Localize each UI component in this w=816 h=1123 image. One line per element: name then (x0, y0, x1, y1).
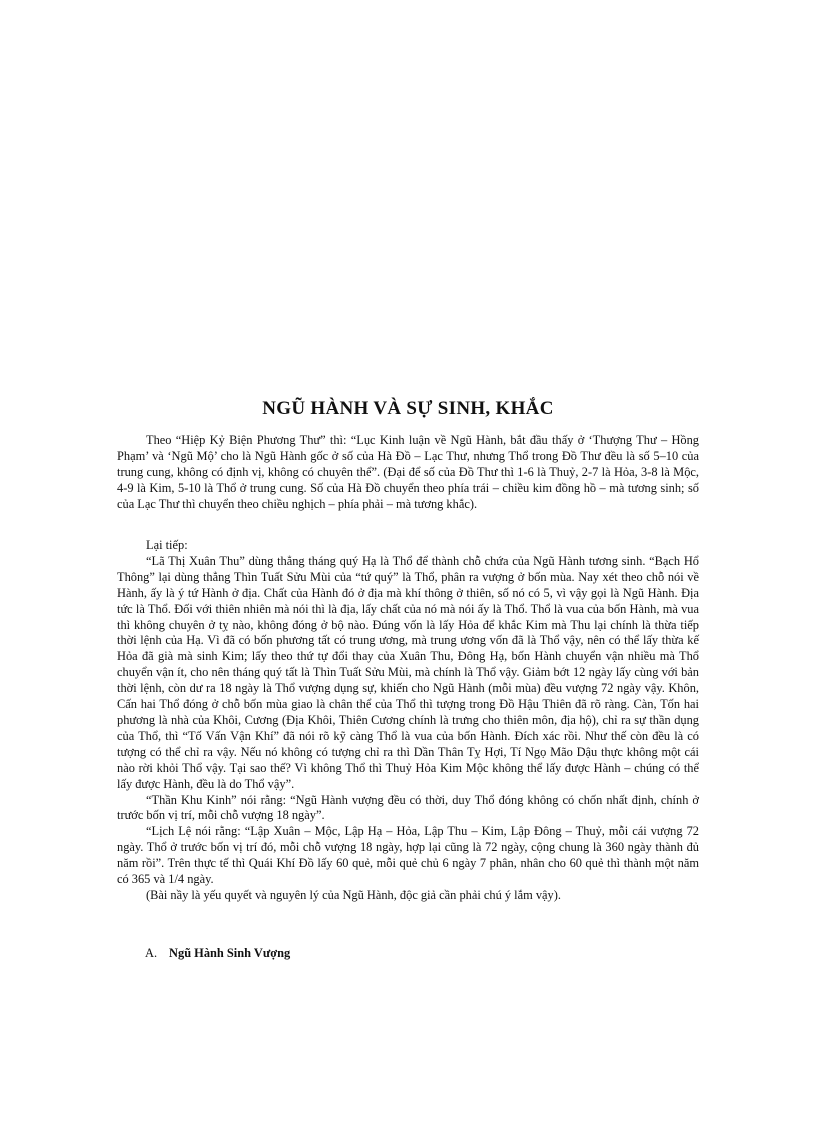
paragraph-lich-le: “Lịch Lệ nói rằng: “Lập Xuân – Mộc, Lập Hạ – Hỏa, Lập Thu – Kim, Lập Đông – Thuỷ, mỗi cái vượng 72 ngày. Thổ ở trước bốn vị trí đó, mỗi chỗ vượng 18 ngày, hợp lại cũng là 72 ngày, cộng chung là 360 ngày thành đủ năm rồi”. Trên thực tế thì Quái Khí Đồ lấy 60 quẻ, mỗi quẻ chủ 6 ngày 7 phân, nhân cho 60 quẻ thì thành một năm có 365 và 1/4 ngày. (117, 824, 699, 887)
paragraph-than-khu-kinh: “Thần Khu Kinh” nói rằng: “Ngũ Hành vượng đều có thời, duy Thổ đóng không có chốn nhất định, chính ở trước bốn vị trí, mỗi chỗ vượng 18 ngày”. (117, 792, 699, 823)
intro-section (117, 433, 699, 513)
paragraph-note: (Bài nầy là yếu quyết và nguyên lý của Ngũ Hành, độc giả cần phải chú ý lắm vậy). (146, 887, 561, 902)
paragraph-lai-tiep: Lại tiếp: (146, 538, 188, 552)
page-title: NGŨ HÀNH VÀ SỰ SINH, KHẮC (262, 398, 554, 419)
main-section (117, 538, 699, 904)
section-heading-text: Ngũ Hành Sinh Vượng (169, 946, 291, 960)
section-number: A. (145, 946, 158, 960)
intro-paragraph: Theo “Hiệp Kỷ Biện Phương Thư” thì: “Lục Kinh luận về Ngũ Hành, bắt đầu thấy ở ‘Thượng Thư – Hồng Phạm’ và ‘Ngũ Mộ’ cho là Ngũ Hành gốc ở số của Hà Đồ – Lạc Thư, nhưng Thổ trong Đồ Thư đều là số 5–10 của trung cung, không có định vị, không có chuyên thể”. (Đại để số của Đồ Thư thì 1-6 là Thuỷ, 2-7 là Hỏa, 3-8 là Mộc, 4-9 là Kim, 5-10 là Thổ ở trung cung. Số của Hà Đồ chuyển theo phía trái – chiều kim đồng hồ – mà tương sinh; số của Lạc Thư thì chuyển theo chiều nghịch – phía phải – mà tương khắc). (117, 433, 699, 511)
paragraph-la-thi-xuan-thu: “Lã Thị Xuân Thu” dùng thẳng tháng quý Hạ là Thổ để thành chỗ chứa của Ngũ Hành tương sinh. “Bạch Hổ Thông” lại dùng thẳng Thìn Tuất Sửu Mùi của “tứ quý” là Thổ, phân ra vượng ở bốn mùa. Nay xét theo chỗ nói về Hành, ấy là ý tứ Hành ở địa. Chất của Hành đó ở địa mà khí thông ở thiên, số nó có 5, vì vậy gọi là Ngũ Hành. Địa tức là Thổ. Đối với thiên nhiên mà nói thì là địa, lấy chất của nó mà nói ấy là Thổ. Thổ là vua của bốn Hành, mà vua thì không chuyên ở tỵ nào, không đóng ở bộ nào. Đúng vốn là lấy Hỏa để khắc Kim mà Thu lại chính là thừa tiếp thời lệnh của Hạ. Vì đã có bốn phương tất có trung ương, mà trung ương vốn đã là Thổ vậy, nên có thể lấy thừa kế Hỏa đã già mà sinh Kim; lấy theo thứ tự đổi thay của Xuân Thu, Đông Hạ, bốn Hành chuyển vận nhiều mà Thổ chuyển vận ít, cho nên tháng quý tất là Thìn Tuất Sửu Mùi, mà chính là Thổ vậy. Giảm bớt 12 ngày lấy cùng với bản thời lệnh, còn dư ra 18 ngày là Thổ vượng dụng sự, khiến cho Ngũ Hành (mỗi mùa) đều vượng 72 ngày vậy. Khôn, Cấn hai Thổ đóng ở chỗ bốn mùa giao là chân thể của Thổ thì tượng trong Đồ Hậu Thiên đã rõ ràng. Càn, Tốn hai phương là nhà của Khôi, Cương (Địa Khôi, Thiên Cương chính là trưng cho thiên môn, địa hộ), chỉ ra sự thần dụng của Thổ, thì “Tố Vấn Vận Khí” đã nói rõ kỹ càng Thổ là vua của bốn Hành. Đích xác rồi. Như thế còn đều là có tượng có thể chỉ ra vậy. Nếu nó không có tượng chỉ ra thì Dần Thân Tỵ Hợi, Tí Ngọ Mão Dậu thực không một cái nào rời khỏi Thổ vậy. Tại sao thế? Vì không Thổ thì Thuỷ Hỏa Kim Mộc không thể lấy được Hành – chúng có thể lấy được Hành, đều là do Thổ vậy”. (117, 553, 699, 791)
section-heading (145, 946, 290, 961)
